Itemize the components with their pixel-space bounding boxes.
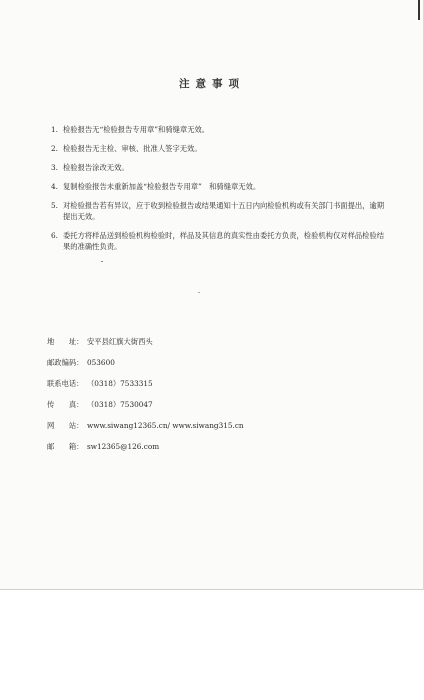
scan-speck xyxy=(198,292,200,293)
item-text: 检验报告涂改无效。 xyxy=(63,163,129,172)
contact-row-fax xyxy=(47,399,244,410)
scan-edge-mark xyxy=(418,0,420,20)
item-text: 复制检验报告未重新加盖“检验报告专用章” 和骑缝章无效。 xyxy=(63,182,261,191)
contact-value: sw12365@126.com xyxy=(87,442,160,451)
contact-value: （0318）7530047 xyxy=(87,400,153,409)
contact-row-website xyxy=(47,420,244,431)
list-item xyxy=(51,162,391,173)
item-text: 委托方将样品送到检验机构检验时，样品及其信息的真实性由委托方负责，检验机构仅对样品检验结果的准确性负责。 xyxy=(63,231,385,251)
list-item xyxy=(51,200,391,222)
scan-speck xyxy=(101,261,103,262)
item-text: 对检验报告若有异议，应于收到检验报告或结果通知十五日内向检验机构或有关部门书面提出，逾期提出无效。 xyxy=(63,201,385,221)
contact-row-phone xyxy=(47,378,244,389)
contact-label: 邮 箱： xyxy=(47,442,84,451)
contact-value: 053600 xyxy=(87,358,115,367)
item-text: 检验报告无“检验报告专用章”和骑缝章无效。 xyxy=(63,125,210,134)
item-number: 4. xyxy=(51,182,58,191)
contact-label: 地 址： xyxy=(47,337,84,346)
contact-label: 联系电话： xyxy=(47,379,84,388)
contact-value: （0318）7533315 xyxy=(87,379,153,388)
contact-row-address xyxy=(47,336,244,347)
contact-value: 安平县红旗大街西头 xyxy=(87,337,153,346)
item-number: 1. xyxy=(51,125,58,134)
page-title: 注意事项 xyxy=(179,78,245,90)
item-number: 5. xyxy=(51,201,58,210)
contact-value: www.siwang12365.cn/ www.siwang315.cn xyxy=(87,421,244,430)
notice-list xyxy=(51,124,391,260)
contact-block xyxy=(47,336,244,462)
item-number: 2. xyxy=(51,144,58,153)
item-text: 检验报告无主检、审核、批准人签字无效。 xyxy=(63,144,202,153)
contact-label: 网 站： xyxy=(47,421,84,430)
list-item xyxy=(51,181,391,192)
list-item xyxy=(51,230,391,252)
contact-label: 邮政编码： xyxy=(47,358,84,367)
list-item xyxy=(51,124,391,135)
item-number: 6. xyxy=(51,231,58,240)
contact-row-email xyxy=(47,441,244,452)
item-number: 3. xyxy=(51,163,58,172)
contact-label: 传 真： xyxy=(47,400,84,409)
list-item xyxy=(51,143,391,154)
contact-row-postcode xyxy=(47,357,244,368)
